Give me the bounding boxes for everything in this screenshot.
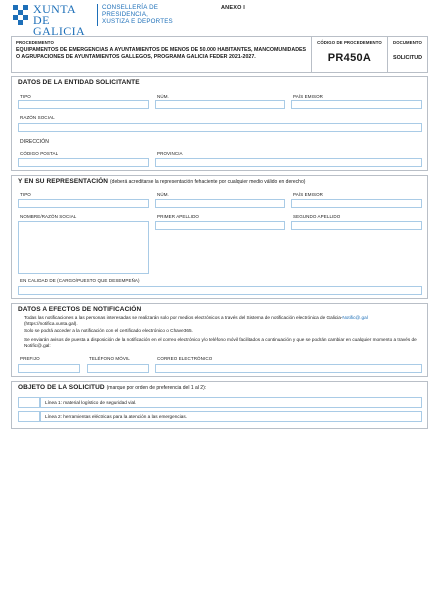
rep-position-field[interactable] [18,286,422,295]
rep-name-field[interactable] [18,221,149,274]
request-note: (marque por orden de preferencia del 1 al 2): [106,385,207,391]
mobile-field[interactable] [87,364,149,373]
annex-label: ANEXO I [221,5,246,11]
request-section [11,381,428,429]
procedure-label: PROCEDEMENTO [16,40,54,45]
notification-text-2: Solo se podrá acceder a la notificación con el certificado electrónico o Chave365. [24,328,193,333]
rep-first-surname-label: PRIMER APELLIDO [157,214,200,219]
notifica-link[interactable]: Notific@.gal [342,315,368,320]
prefix-label: PREFIJO [20,356,40,361]
document-label: DOCUMENTO [393,40,422,45]
procedure-header [11,36,428,73]
xunta-emblem-icon [13,5,29,27]
rep-tipo-label: TIPO [20,192,31,197]
rep-country-label: PAÍS EMISOR [293,192,324,197]
line-2-option: Línea 2: herramientas eléctricas para la atención a las emergencias. [40,411,422,422]
request-section-title: OBJETO DE LA SOLICITUD (marque por orden de preferencia del 1 al 2): [18,384,207,391]
rep-country-field[interactable] [291,199,422,208]
representation-section-title: Y EN SU REPRESENTACIÓN (deberá acreditarse la representación fehaciente por cualquier medio válido en derecho) [18,178,306,185]
line-1-option: Línea 1: material logístico de seguridad vial. [40,397,422,408]
prefix-field[interactable] [18,364,80,373]
notification-section-title: DATOS A EFECTOS DE NOTIFICACIÓN [18,306,142,313]
rep-position-label: EN CALIDAD DE (CARGO/PUESTO QUE DESEMPEÑA) [20,278,140,283]
procedure-title: EQUIPAMENTOS DE EMERGENCIAS A AYUNTAMIENTOS DE MENOS DE 50.000 HABITANTES, MANCOMUNIDADES O AGRUPACIONES DE AYUNTAMIENTOS GALLEGOS, PROGRAMA GALICIA FEDER 2021-2027. [16,47,307,60]
rep-name-label: NOMBRE/RAZÓN SOCIAL [20,214,77,219]
notification-text-3: Se enviarán avisos de puesta a disposición de la notificación en el correo electrónico y/o teléfono móvil facilitados a continuación y que se podrán cambiar en cualquier momento a través de Notific@.gal: [24,337,417,349]
applicant-section [11,76,428,171]
representation-note: (deberá acreditarse la representación fehaciente por cualquier medio válido en derecho) [110,179,306,185]
applicant-tipo-label: TIPO [20,94,31,99]
applicant-address-label: DIRECCIÓN [20,139,49,145]
applicant-postal-code-field[interactable] [18,158,149,167]
applicant-razon-social-label: RAZÓN SOCIAL [20,115,55,120]
applicant-postal-code-label: CÓDIGO POSTAL [20,151,59,156]
line-2-priority-box[interactable] [18,411,40,422]
rep-num-field[interactable] [155,199,285,208]
procedure-block [12,37,311,72]
applicant-section-title: DATOS DE LA ENTIDAD SOLICITANTE [18,79,140,86]
applicant-tipo-field[interactable] [18,100,149,109]
applicant-country-field[interactable] [291,100,422,109]
applicant-num-label: NÚM. [157,94,169,99]
email-field[interactable] [155,364,422,373]
applicant-country-label: PAÍS EMISOR [293,94,324,99]
line-1-priority-box[interactable] [18,397,40,408]
logo-name: XUNTA DE GALICIA [33,2,86,38]
applicant-province-field[interactable] [155,158,422,167]
rep-second-surname-field[interactable] [291,221,422,230]
xunta-logo [13,2,182,38]
rep-second-surname-label: SEGUNDO APELLIDO [293,214,341,219]
notification-text-1: Todas las notificaciones a las personas interesadas se realizarán solo por medios electrónicos a través del Sistema de notificación electrónica de Galicia-Notific@.gal (https://notifica.xunta.gal). [24,315,368,327]
applicant-province-label: PROVINCIA [157,151,183,156]
representation-section [11,175,428,299]
procedure-code: PR450A [327,52,372,64]
notification-section [11,303,428,377]
document-type: SOLICITUD [392,55,423,61]
mobile-label: TELÉFONO MÓVIL [89,356,130,361]
procedure-code-label: CÓDIGO DE PROCEDEMENTO [317,40,382,45]
procedure-code-block [311,37,387,72]
email-label: CORREO ELECTRÓNICO [157,356,213,361]
applicant-num-field[interactable] [155,100,285,109]
logo-department: CONSELLERÍA DE PRESIDENCIA, XUSTIZA E DEPORTES [102,4,173,25]
document-type-block [387,37,427,72]
applicant-razon-social-field[interactable] [18,123,422,132]
rep-first-surname-field[interactable] [155,221,285,230]
logo-divider [97,4,98,26]
rep-num-label: NÚM. [157,192,169,197]
rep-tipo-field[interactable] [18,199,149,208]
